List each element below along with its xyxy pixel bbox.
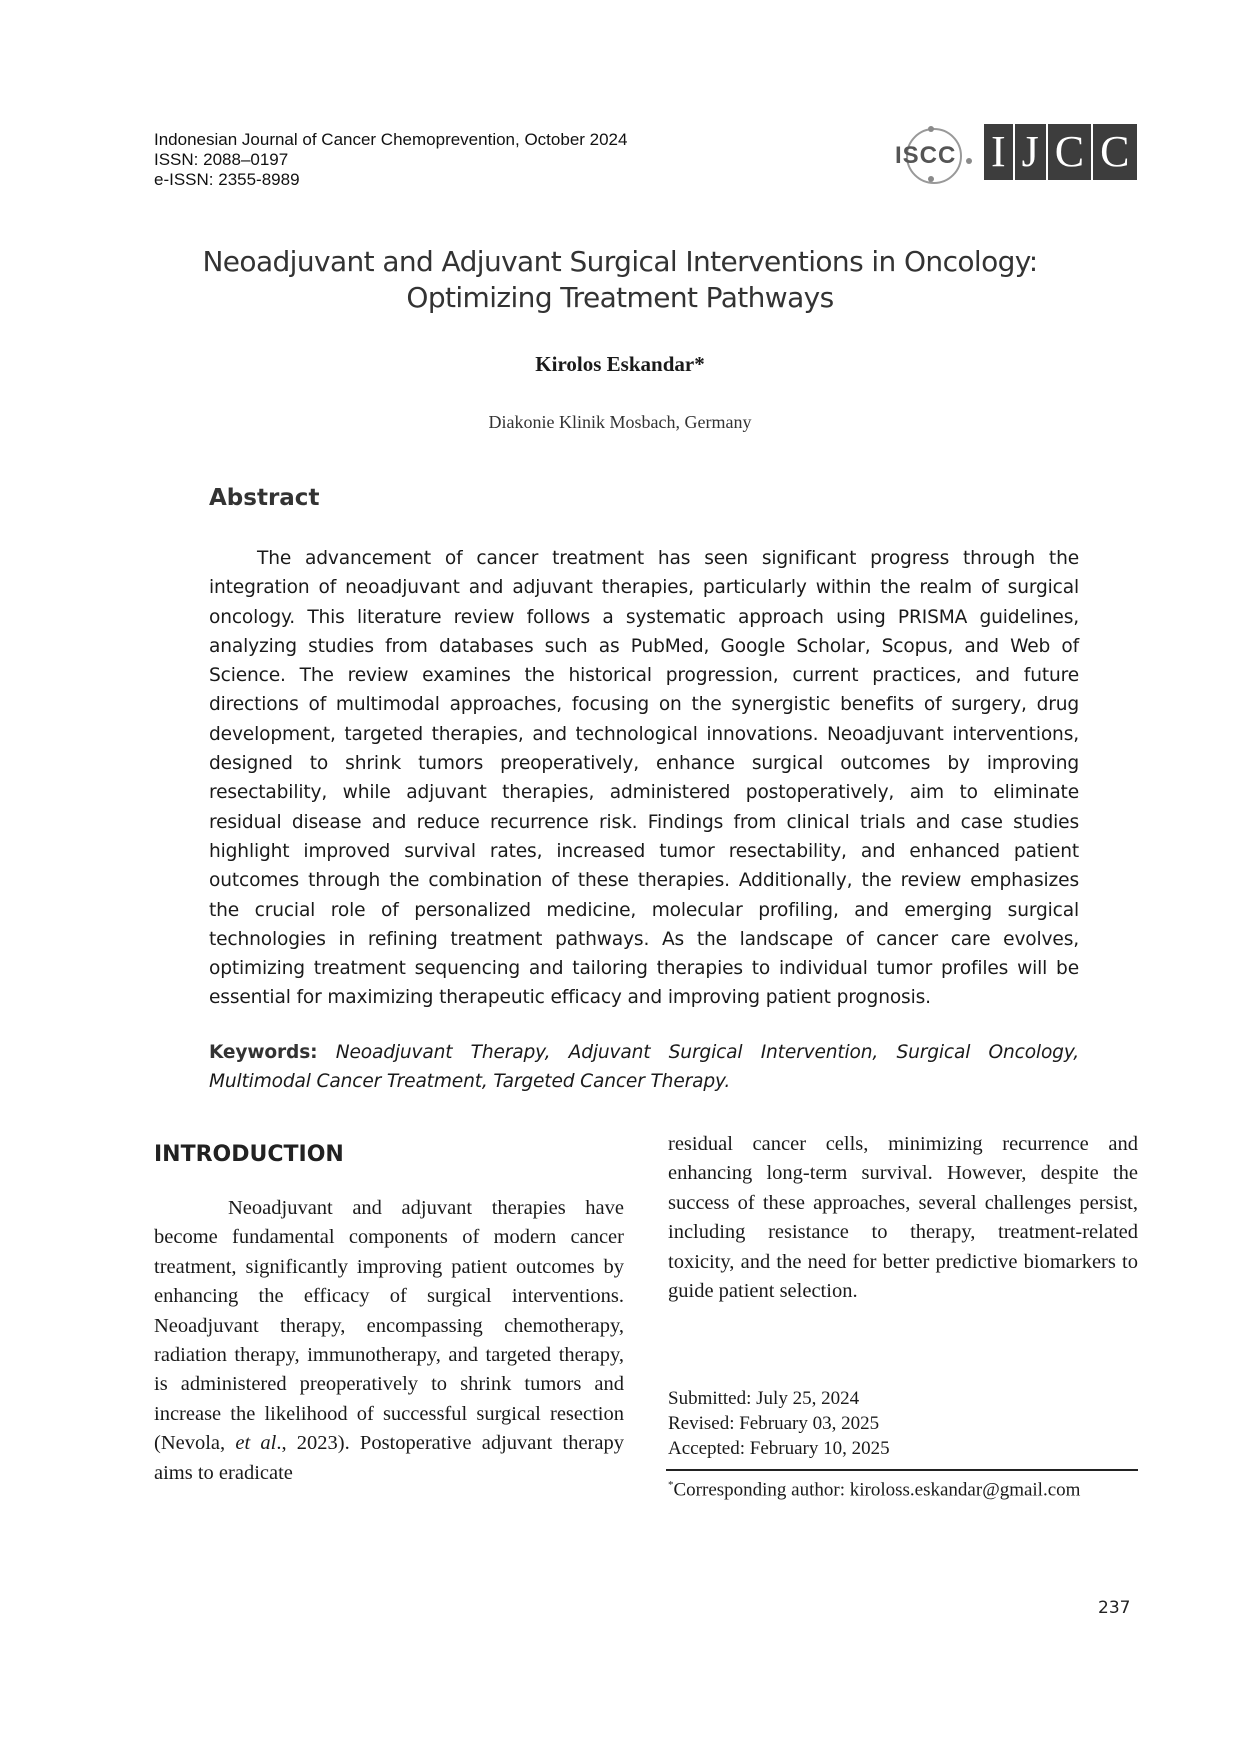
introduction-left-column: [154, 1194, 624, 1488]
corresponding-mark: *: [668, 1479, 674, 1491]
revised-date: Revised: February 03, 2025: [668, 1413, 880, 1434]
iscc-logo: [892, 128, 974, 186]
intro-text-part1: Neoadjuvant and adjuvant therapies have become fundamental components of modern cancer treatment, significantly improving patient outcomes by enhancing the efficacy of surgical interventions. Neoadjuvant therapy, encompassing chemotherapy, radiation therapy, immunotherapy, and targeted therapy, is administered preoperatively to shrink tumors and increase the likelihood of successful surgical resection (Nevola,: [154, 1197, 624, 1455]
submitted-date: Submitted: July 25, 2024: [668, 1388, 860, 1409]
eissn: e-ISSN: 2355-8989: [154, 170, 300, 189]
intro-etal: et al: [235, 1432, 277, 1455]
journal-date: October 2024: [519, 130, 628, 149]
accepted-date: Accepted: February 10, 2025: [668, 1438, 890, 1459]
ijcc-letter: J: [1015, 124, 1048, 180]
author-affiliation: Diakonie Klinik Mosbach, Germany: [488, 412, 752, 432]
keywords-label: Keywords:: [209, 1042, 318, 1063]
author-name: Kirolos Eskandar*: [535, 352, 705, 376]
corresponding-text: Corresponding author: kiroloss.eskandar@gmail.com: [673, 1479, 1081, 1501]
journal-name-line: [154, 130, 627, 150]
article-title: Neoadjuvant and Adjuvant Surgical Interventions in Oncology: Optimizing Treatment Pathways: [202, 245, 1038, 314]
iscc-logo-text: ISCC: [895, 142, 957, 169]
page-number: 237: [1098, 1598, 1131, 1618]
keywords-list: Neoadjuvant Therapy, Adjuvant Surgical Intervention, Surgical Oncology, Multimodal Cancer Treatment, Targeted Cancer Therapy.: [209, 1042, 1079, 1093]
journal-logos: [892, 124, 1136, 182]
corresponding-author: [668, 1472, 1080, 1503]
iscc-dot: [928, 126, 934, 132]
issn: ISSN: 2088–0197: [154, 150, 289, 169]
ijcc-letter: I: [984, 124, 1015, 180]
introduction-heading: INTRODUCTION: [154, 1142, 344, 1167]
ijcc-letter: C: [1100, 127, 1130, 176]
iscc-dot: [928, 176, 934, 182]
keywords: [209, 1038, 1079, 1097]
abstract-body: [209, 544, 1079, 1013]
ijcc-letter: C: [1048, 124, 1093, 180]
journal-name: Indonesian Journal of Cancer Chemoprevention,: [154, 130, 520, 149]
abstract-heading: Abstract: [209, 485, 320, 511]
footnote-divider: [666, 1469, 1138, 1471]
iscc-dot: [966, 158, 972, 164]
intro-text-part2: ., 2023). Postoperative adjuvant therapy aims to eradicate: [154, 1432, 624, 1484]
ijcc-logo: [984, 124, 1137, 180]
journal-info: [154, 130, 627, 190]
submission-dates: [668, 1386, 890, 1461]
abstract-text: The advancement of cancer treatment has seen significant progress through the integration of neoadjuvant and adjuvant therapies, particularly within the realm of surgical oncology. This literature review follows a systematic approach using PRISMA guidelines, analyzing studies from databases such as PubMed, Google Scholar, Scopus, and Web of Science. The review examines the historical progression, current practices, and future directions of multimodal approaches, focusing on the synergistic benefits of surgery, drug development, targeted therapies, and technological innovations. Neoadjuvant interventions, designed to shrink tumors preoperatively, enhance surgical outcomes by improving resectability, while adjuvant therapies, administered postoperatively, aim to eliminate residual disease and reduce recurrence risk. Findings from clinical trials and case studies highlight improved survival rates, increased tumor resectability, and enhanced patient outcomes through the combination of these therapies. Additionally, the review emphasizes the crucial role of personalized medicine, molecular profiling, and emerging surgical technologies in refining treatment pathways. As the landscape of cancer care evolves, optimizing treatment sequencing and tailoring therapies to individual tumor profiles will be essential for maximizing therapeutic efficacy and improving patient prognosis.: [209, 548, 1079, 1009]
introduction-right-column: residual cancer cells, minimizing recurrence and enhancing long-term survival. However, despite the success of these approaches, several challenges persist, including resistance to therapy, treatment-related toxicity, and the need for better predictive biomarkers to guide patient selection.: [668, 1133, 1138, 1303]
